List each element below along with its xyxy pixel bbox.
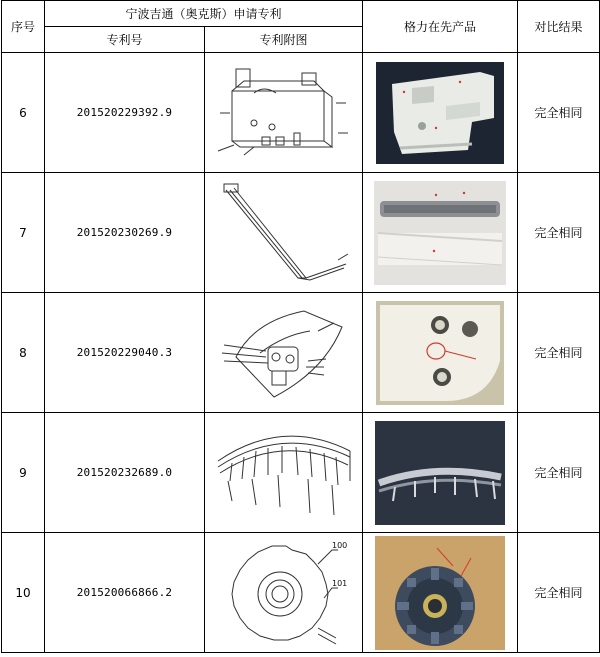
row-seq: 8 <box>2 293 45 413</box>
patent-drawing <box>212 421 356 525</box>
product-photo-cell <box>363 53 518 173</box>
table-row <box>2 413 600 533</box>
row-seq: 6 <box>2 53 45 173</box>
row-seq: 9 <box>2 413 45 533</box>
row-patent-no: 201520229040.3 <box>45 293 205 413</box>
row-result: 完全相同 <box>518 293 600 413</box>
row-result: 完全相同 <box>518 53 600 173</box>
product-photo <box>375 421 505 525</box>
row-patent-no: 201520229392.9 <box>45 53 205 173</box>
row-patent-no: 201520230269.9 <box>45 173 205 293</box>
table-row <box>2 533 600 653</box>
patent-drawing-cell <box>205 173 363 293</box>
header-gree-product: 格力在先产品 <box>363 1 518 53</box>
product-photo-cell <box>363 413 518 533</box>
row-patent-no: 201520232689.0 <box>45 413 205 533</box>
table-row <box>2 293 600 413</box>
row-result: 完全相同 <box>518 533 600 653</box>
header-group-title: 宁波吉通（奥克斯）申请专利 <box>45 1 363 27</box>
patent-drawing-cell <box>205 413 363 533</box>
header-patent-no: 专利号 <box>45 27 205 53</box>
header-comparison-result: 对比结果 <box>518 1 600 53</box>
patent-drawing-cell <box>205 293 363 413</box>
product-photo <box>376 301 504 405</box>
patent-drawing <box>214 301 354 405</box>
patent-drawing <box>214 536 354 650</box>
product-photo <box>376 62 504 164</box>
product-photo-cell <box>363 173 518 293</box>
patent-drawing <box>214 63 354 163</box>
product-photo <box>375 536 505 650</box>
table-row <box>2 173 600 293</box>
row-seq: 10 <box>2 533 45 653</box>
patent-drawing <box>214 180 354 286</box>
product-photo-cell <box>363 533 518 653</box>
drawing-label-101: 101 <box>331 578 347 588</box>
patent-comparison-table <box>1 0 600 653</box>
product-photo-cell <box>363 293 518 413</box>
row-result: 完全相同 <box>518 413 600 533</box>
header-patent-figure: 专利附图 <box>205 27 363 53</box>
row-patent-no: 201520066866.2 <box>45 533 205 653</box>
row-result: 完全相同 <box>518 173 600 293</box>
product-photo <box>374 181 506 285</box>
patent-drawing-cell <box>205 53 363 173</box>
header-seq: 序号 <box>2 1 45 53</box>
drawing-label-100: 100 <box>331 540 347 550</box>
table-row <box>2 53 600 173</box>
patent-drawing-cell <box>205 533 363 653</box>
row-seq: 7 <box>2 173 45 293</box>
